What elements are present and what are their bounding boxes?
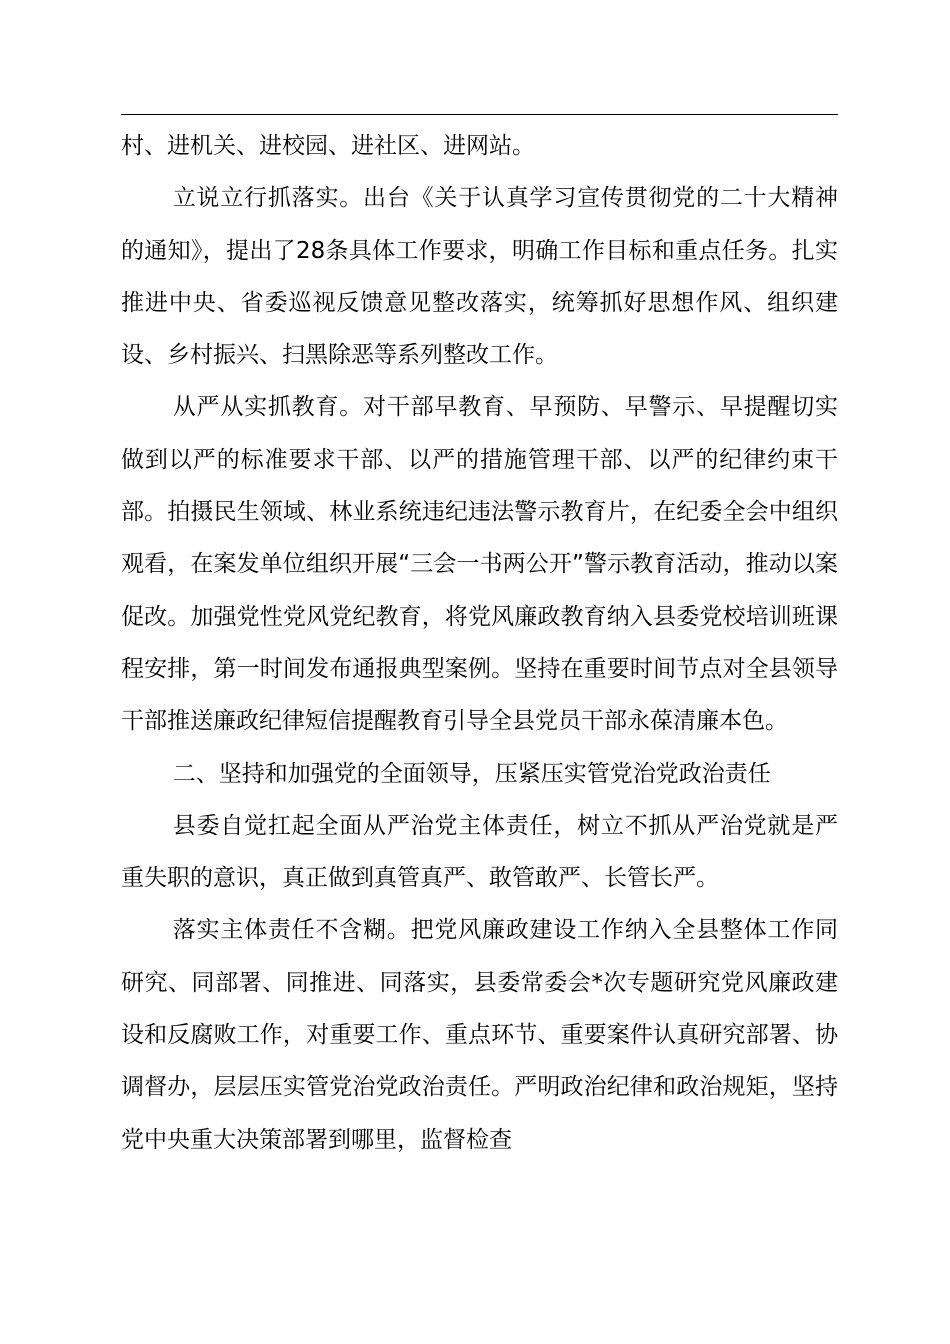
paragraph-main-responsibility: 落实主体责任不含糊。把党风廉政建设工作纳入全县整体工作同研究、同部署、同推进、同落实，县委常委会*次专题研究党风廉政建设和反腐败工作，对重要工作、重点环节、重要案件认真研究部署、协调督办，层层压实管党治党政治责任。严明政治纪律和政治规矩，坚持党中央重大决策部署到哪里，监督检查 (121, 917, 838, 1153)
paragraph-education: 从严从实抓教育。对干部早教育、早预防、早警示、早提醒切实做到以严的标准要求干部、以严的措施管理干部、以严的纪律约束干部。拍摄民生领域、林业系统违纪违法警示教育片，在纪委全会中组织观看，在案发单位组织开展“三会一书两公开”警示教育活动，推动以案促改。加强党性党风党纪教育，将党风廉政教育纳入县委党校培训班课程安排，第一时间发布通报典型案例。坚持在重要时间节点对全县领导干部推送廉政纪律短信提醒教育引导全县党员干部永葆清廉本色。 (121, 394, 838, 735)
section-heading: 二、坚持和加强党的全面领导，压紧压实管党治党政治责任 (172, 760, 771, 787)
paragraph-continuation: 村、进机关、进校园、进社区、进网站。 (121, 133, 535, 159)
header-rule (121, 114, 838, 115)
paragraph-county-committee: 县委自觉扛起全面从严治党主体责任，树立不抓从严治党就是严重失职的意识，真正做到真管真严、敢管敢严、长管长严。 (121, 812, 838, 892)
document-body (121, 120, 838, 1166)
paragraph-implementation: 立说立行抓落实。出台《关于认真学习宣传贯彻党的二十大精神的通知》，提出了28条具体工作要求，明确工作目标和重点任务。扎实推进中央、省委巡视反馈意见整改落实，统筹抓好思想作风、组织建设、乡村振兴、扫黑除恶等系列整改工作。 (121, 185, 838, 369)
